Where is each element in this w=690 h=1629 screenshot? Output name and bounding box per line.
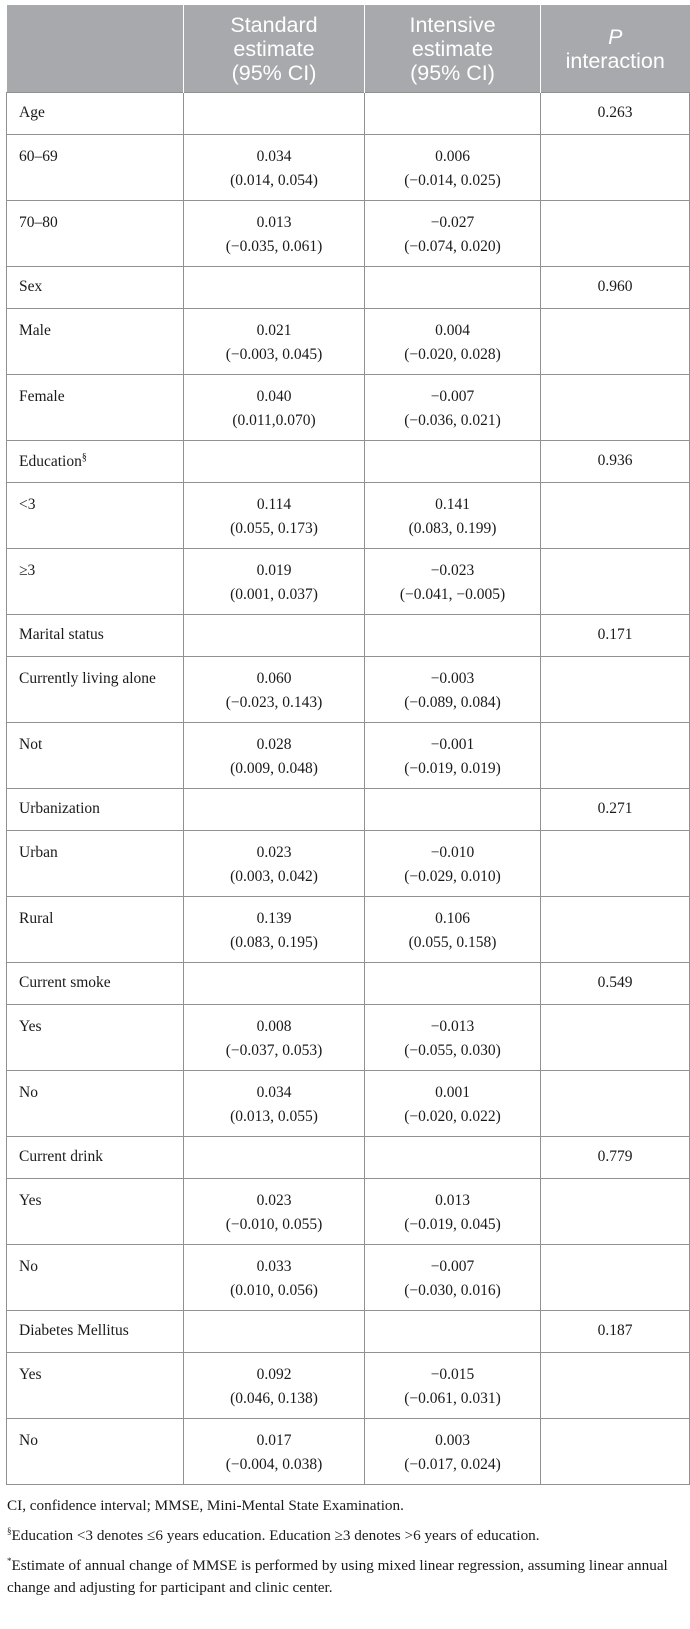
group-label: Diabetes Mellitus [19, 1322, 129, 1339]
p-interaction-cell [541, 135, 690, 201]
standard-estimate-cell [184, 1419, 365, 1485]
footnote-estimate-text: Estimate of annual change of MMSE is performed by using mixed linear regression, assuming linear annual change and adjusting for participant and clinic center. [7, 1557, 668, 1596]
p-interaction-value: 0.271 [597, 800, 633, 817]
intensive-estimate-ci: (−0.030, 0.016) [404, 1282, 501, 1299]
p-interaction-cell [541, 1353, 690, 1419]
group-label: Current drink [19, 1148, 103, 1165]
intensive-estimate-ci: (−0.041, −0.005) [399, 586, 506, 603]
subgroup-label: Not [19, 736, 43, 753]
standard-estimate-value: 0.040 [256, 388, 292, 405]
p-interaction-value: 0.936 [597, 452, 633, 469]
header-subgroup [7, 5, 184, 93]
standard-estimate-cell [184, 93, 365, 135]
subgroup-label: Female [19, 388, 65, 405]
table-row-group [7, 615, 690, 657]
intensive-estimate-ci: (0.083, 0.199) [408, 520, 497, 537]
intensive-estimate-value: −0.013 [430, 1018, 475, 1035]
intensive-estimate-ci: (−0.074, 0.020) [404, 238, 501, 255]
standard-estimate-cell [184, 549, 365, 615]
standard-estimate-cell [184, 441, 365, 483]
footnote-education-mark: § [7, 1526, 12, 1536]
standard-estimate-ci: (0.046, 0.138) [230, 1390, 318, 1407]
standard-estimate-value: 0.017 [256, 1432, 292, 1449]
intensive-estimate-value: −0.023 [430, 562, 475, 579]
standard-estimate-ci: (−0.037, 0.053) [225, 1042, 323, 1059]
standard-estimate-cell [184, 1005, 365, 1071]
table-row-subgroup [7, 1245, 690, 1311]
intensive-estimate-cell [365, 93, 541, 135]
intensive-estimate-cell [365, 1311, 541, 1353]
standard-estimate-cell [184, 267, 365, 309]
intensive-estimate-cell [365, 1071, 541, 1137]
subgroup-label-cell [7, 831, 184, 897]
subgroup-label: Yes [19, 1366, 42, 1383]
footnote-estimate [7, 1550, 689, 1599]
standard-estimate-ci: (0.055, 0.173) [230, 520, 318, 537]
standard-estimate-cell [184, 201, 365, 267]
table-row-group [7, 441, 690, 483]
standard-estimate-value: 0.013 [256, 214, 292, 231]
subgroup-label-cell [7, 135, 184, 201]
p-interaction-value: 0.960 [597, 278, 633, 295]
intensive-estimate-ci: (−0.019, 0.045) [404, 1216, 501, 1233]
p-interaction-cell [541, 1419, 690, 1485]
intensive-estimate-cell [365, 1005, 541, 1071]
standard-estimate-value: 0.023 [256, 844, 292, 861]
standard-estimate-cell [184, 1179, 365, 1245]
group-label: Age [19, 104, 45, 121]
standard-estimate-cell [184, 657, 365, 723]
standard-estimate-cell [184, 483, 365, 549]
standard-estimate-ci: (0.010, 0.056) [230, 1282, 318, 1299]
subgroup-label: Rural [19, 910, 54, 927]
intensive-estimate-cell [365, 789, 541, 831]
intensive-estimate-cell [365, 309, 541, 375]
intensive-estimate-cell [365, 723, 541, 789]
table-row-subgroup [7, 549, 690, 615]
standard-estimate-cell [184, 1245, 365, 1311]
standard-estimate-cell [184, 1311, 365, 1353]
intensive-estimate-value: −0.010 [430, 844, 475, 861]
table-row-group [7, 93, 690, 135]
standard-estimate-value: 0.033 [256, 1258, 292, 1275]
intensive-estimate-value: −0.001 [430, 736, 475, 753]
p-interaction-cell [541, 93, 690, 135]
subgroup-label-cell [7, 897, 184, 963]
intensive-estimate-cell [365, 441, 541, 483]
table-footnotes [6, 1495, 689, 1599]
intensive-estimate-ci: (−0.020, 0.028) [404, 346, 501, 363]
group-label-cell [7, 267, 184, 309]
subgroup-label: No [19, 1432, 38, 1449]
footnote-abbreviations: CI, confidence interval; MMSE, Mini-Mental State Examination. [7, 1497, 404, 1514]
table-row-subgroup [7, 897, 690, 963]
intensive-estimate-ci: (−0.089, 0.084) [404, 694, 501, 711]
subgroup-label-cell [7, 1005, 184, 1071]
standard-estimate-cell [184, 1071, 365, 1137]
group-label-cell [7, 1311, 184, 1353]
intensive-estimate-ci: (0.055, 0.158) [408, 934, 497, 951]
standard-estimate-cell [184, 963, 365, 1005]
intensive-estimate-cell [365, 1353, 541, 1419]
subgroup-label: Yes [19, 1018, 42, 1035]
header-intensive-line1: Intensive [409, 12, 496, 37]
standard-estimate-ci: (0.009, 0.048) [230, 760, 318, 777]
intensive-estimate-cell [365, 201, 541, 267]
standard-estimate-value: 0.060 [256, 670, 292, 687]
p-interaction-cell [541, 615, 690, 657]
intensive-estimate-value: 0.001 [435, 1084, 470, 1101]
standard-estimate-cell [184, 615, 365, 657]
standard-estimate-ci: (0.001, 0.037) [230, 586, 318, 603]
table-row-group [7, 1137, 690, 1179]
subgroup-label: Male [19, 322, 51, 339]
intensive-estimate-cell [365, 1137, 541, 1179]
subgroup-label-cell [7, 1353, 184, 1419]
p-interaction-cell [541, 549, 690, 615]
intensive-estimate-value: −0.007 [430, 1258, 475, 1275]
table-body [7, 93, 690, 1485]
standard-estimate-ci: (0.014, 0.054) [230, 172, 318, 189]
intensive-estimate-ci: (−0.017, 0.024) [404, 1456, 501, 1473]
standard-estimate-value: 0.034 [256, 1084, 292, 1101]
group-label: Marital status [19, 626, 104, 643]
p-interaction-cell [541, 201, 690, 267]
p-interaction-cell [541, 1179, 690, 1245]
table-row-subgroup [7, 831, 690, 897]
group-label-cell [7, 963, 184, 1005]
intensive-estimate-cell [365, 1179, 541, 1245]
header-intensive-line3: (95% CI) [410, 60, 495, 85]
standard-estimate-cell [184, 375, 365, 441]
table-row-subgroup [7, 1071, 690, 1137]
standard-estimate-cell [184, 135, 365, 201]
subgroup-label-cell [7, 1071, 184, 1137]
header-standard-line1: Standard [230, 12, 318, 37]
intensive-estimate-cell [365, 375, 541, 441]
standard-estimate-value: 0.008 [256, 1018, 292, 1035]
p-interaction-cell [541, 1311, 690, 1353]
standard-estimate-value: 0.114 [256, 496, 292, 513]
subgroup-label-cell [7, 1245, 184, 1311]
subgroup-label-cell [7, 309, 184, 375]
standard-estimate-ci: (0.003, 0.042) [230, 868, 318, 885]
intensive-estimate-value: 0.141 [435, 496, 470, 513]
intensive-estimate-ci: (−0.019, 0.019) [404, 760, 501, 777]
group-label-cell [7, 441, 184, 483]
standard-estimate-cell [184, 723, 365, 789]
table-row-group [7, 963, 690, 1005]
standard-estimate-value: 0.019 [256, 562, 292, 579]
intensive-estimate-cell [365, 483, 541, 549]
subgroup-label-cell [7, 201, 184, 267]
subgroup-label-cell [7, 723, 184, 789]
header-standard-line3: (95% CI) [231, 60, 317, 85]
standard-estimate-cell [184, 1137, 365, 1179]
table-row-subgroup [7, 657, 690, 723]
results-table-container [6, 5, 689, 1602]
intensive-estimate-value: 0.003 [435, 1432, 470, 1449]
subgroup-label-cell [7, 1179, 184, 1245]
p-interaction-cell [541, 723, 690, 789]
p-interaction-cell [541, 441, 690, 483]
intensive-estimate-cell [365, 963, 541, 1005]
standard-estimate-value: 0.021 [256, 322, 292, 339]
intensive-estimate-cell [365, 657, 541, 723]
table-row-subgroup [7, 483, 690, 549]
intensive-estimate-cell [365, 831, 541, 897]
p-interaction-value: 0.779 [597, 1148, 633, 1165]
intensive-estimate-value: −0.007 [430, 388, 475, 405]
subgroup-label-cell [7, 483, 184, 549]
standard-estimate-value: 0.092 [256, 1366, 292, 1383]
intensive-estimate-value: −0.003 [430, 670, 475, 687]
intensive-estimate-value: 0.013 [435, 1192, 470, 1209]
group-label-cell [7, 615, 184, 657]
table-row-subgroup [7, 201, 690, 267]
footnote-education [7, 1520, 689, 1547]
table-row-subgroup [7, 1419, 690, 1485]
group-label: Sex [19, 278, 43, 295]
standard-estimate-cell [184, 789, 365, 831]
subgroup-label: ≥3 [19, 562, 36, 579]
table-row-group [7, 789, 690, 831]
group-label-cell [7, 1137, 184, 1179]
standard-estimate-ci: (−0.003, 0.045) [225, 346, 323, 363]
subgroup-label: <3 [19, 496, 36, 513]
intensive-estimate-cell [365, 1419, 541, 1485]
p-interaction-cell [541, 831, 690, 897]
p-interaction-cell [541, 1245, 690, 1311]
footnote-estimate-mark: * [7, 1556, 12, 1566]
table-row-subgroup [7, 309, 690, 375]
standard-estimate-cell [184, 1353, 365, 1419]
intensive-estimate-value: 0.006 [435, 148, 470, 165]
subgroup-label: Urban [19, 844, 58, 861]
standard-estimate-cell [184, 897, 365, 963]
p-interaction-cell [541, 375, 690, 441]
p-interaction-cell [541, 1137, 690, 1179]
intensive-estimate-ci: (−0.036, 0.021) [404, 412, 501, 429]
group-label: Current smoke [19, 974, 111, 991]
intensive-estimate-cell [365, 897, 541, 963]
standard-estimate-ci: (−0.035, 0.061) [225, 238, 323, 255]
intensive-estimate-cell [365, 615, 541, 657]
group-label: Education [19, 453, 82, 470]
table-row-subgroup [7, 375, 690, 441]
subgroup-label-cell [7, 375, 184, 441]
table-row-group [7, 1311, 690, 1353]
subgroup-label-cell [7, 549, 184, 615]
group-label-cell [7, 789, 184, 831]
subgroup-label: 60–69 [19, 148, 58, 165]
standard-estimate-cell [184, 831, 365, 897]
standard-estimate-value: 0.034 [256, 148, 292, 165]
intensive-estimate-cell [365, 135, 541, 201]
intensive-estimate-value: −0.027 [430, 214, 475, 231]
group-label-cell [7, 93, 184, 135]
header-standard-line2: estimate [233, 36, 315, 61]
p-interaction-cell [541, 897, 690, 963]
p-interaction-cell [541, 963, 690, 1005]
table-row-subgroup [7, 1353, 690, 1419]
p-interaction-cell [541, 267, 690, 309]
standard-estimate-value: 0.139 [256, 910, 292, 927]
standard-estimate-ci: (−0.004, 0.038) [225, 1456, 323, 1473]
p-interaction-cell [541, 1071, 690, 1137]
subgroup-label-cell [7, 657, 184, 723]
subgroup-label-cell [7, 1419, 184, 1485]
table-row-subgroup [7, 723, 690, 789]
header-standard-estimate [184, 5, 365, 93]
p-interaction-value: 0.263 [597, 104, 633, 121]
intensive-estimate-value: −0.015 [430, 1366, 475, 1383]
p-interaction-value: 0.549 [597, 974, 633, 991]
standard-estimate-cell [184, 309, 365, 375]
subgroup-label: Yes [19, 1192, 42, 1209]
p-interaction-cell [541, 789, 690, 831]
header-p-interaction [541, 5, 690, 93]
standard-estimate-ci: (0.011,0.070) [232, 412, 316, 429]
intensive-estimate-value: 0.106 [435, 910, 470, 927]
table-row-group [7, 267, 690, 309]
standard-estimate-ci: (0.083, 0.195) [230, 934, 318, 951]
intensive-estimate-ci: (−0.020, 0.022) [404, 1108, 501, 1125]
header-intensive-line2: estimate [411, 36, 494, 61]
subgroup-label: No [19, 1084, 38, 1101]
table-row-subgroup [7, 1005, 690, 1071]
standard-estimate-value: 0.023 [256, 1192, 292, 1209]
header-intensive-estimate [365, 5, 541, 93]
footnote-education-text: Education <3 denotes ≤6 years education. Education ≥3 denotes >6 years of education. [11, 1527, 540, 1544]
subgroup-label: 70–80 [19, 214, 58, 231]
header-p-label: interaction [565, 48, 665, 73]
subgroup-label: Currently living alone [19, 670, 156, 687]
intensive-estimate-cell [365, 1245, 541, 1311]
standard-estimate-ci: (0.013, 0.055) [230, 1108, 318, 1125]
intensive-estimate-ci: (−0.029, 0.010) [404, 868, 501, 885]
p-interaction-cell [541, 483, 690, 549]
table-header-row [7, 5, 690, 93]
table-row-subgroup [7, 135, 690, 201]
standard-estimate-value: 0.028 [256, 736, 292, 753]
intensive-estimate-ci: (−0.014, 0.025) [404, 172, 501, 189]
standard-estimate-ci: (−0.010, 0.055) [225, 1216, 323, 1233]
intensive-estimate-value: 0.004 [435, 322, 470, 339]
section-mark: § [81, 452, 87, 463]
intensive-estimate-ci: (−0.061, 0.031) [404, 1390, 501, 1407]
intensive-estimate-ci: (−0.055, 0.030) [404, 1042, 501, 1059]
p-interaction-cell [541, 309, 690, 375]
p-interaction-value: 0.187 [597, 1322, 633, 1339]
standard-estimate-ci: (−0.023, 0.143) [225, 694, 323, 711]
p-interaction-cell [541, 1005, 690, 1071]
intensive-estimate-cell [365, 549, 541, 615]
p-interaction-cell [541, 657, 690, 723]
p-interaction-value: 0.171 [597, 626, 633, 643]
subgroup-table [6, 5, 690, 1485]
intensive-estimate-cell [365, 267, 541, 309]
subgroup-label: No [19, 1258, 38, 1275]
table-row-subgroup [7, 1179, 690, 1245]
header-p-symbol: P [608, 24, 623, 49]
group-label: Urbanization [19, 800, 100, 817]
